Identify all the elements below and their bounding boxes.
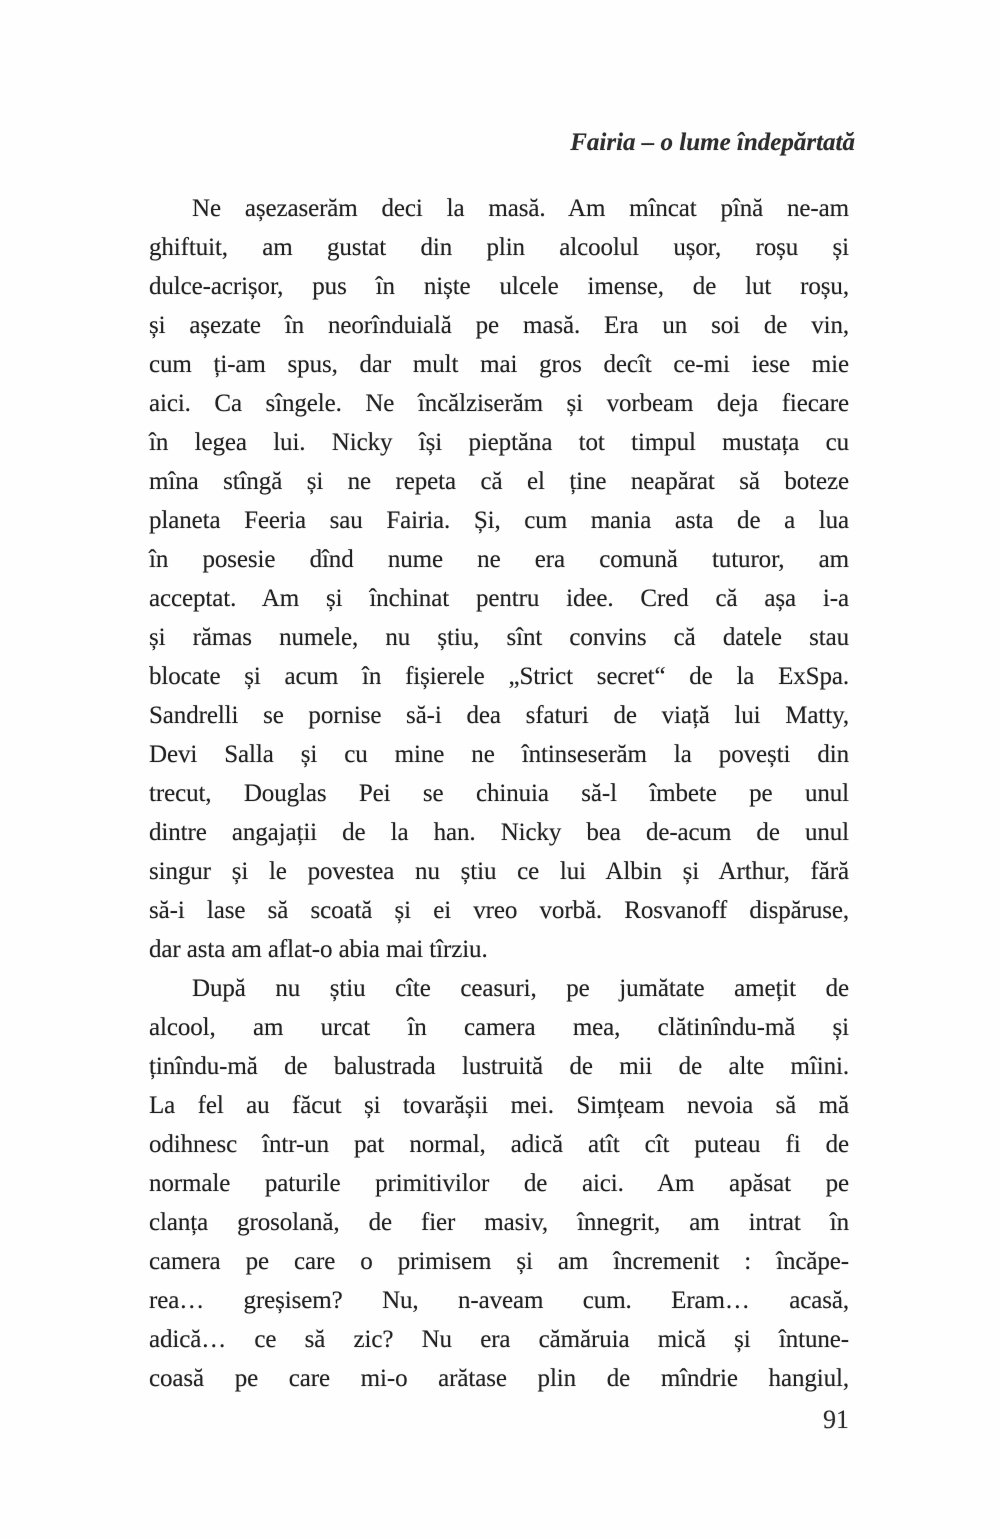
text-line: mîna stîngă și ne repeta că el ține neapărat să boteze xyxy=(149,468,849,495)
text-line: ținîndu-mă de balustrada lustruită de mii de alte mîini. xyxy=(149,1053,849,1080)
text-line: dulce-acrișor, pus în niște ulcele imense, de lut roșu, xyxy=(149,273,849,300)
text-line: în legea lui. Nicky își pieptăna tot timpul mustața cu xyxy=(149,429,849,456)
text-line: La fel au făcut și tovarășii mei. Simțeam nevoia să mă xyxy=(149,1092,849,1119)
text-line: dintre angajații de la han. Nicky bea de-acum de unul xyxy=(149,819,849,846)
running-header: Fairia – o lume îndepărtată xyxy=(570,129,855,156)
text-line: normale paturile primitivilor de aici. Am apăsat pe xyxy=(149,1170,849,1197)
text-line: și rămas numele, nu știu, sînt convins că datele stau xyxy=(149,624,849,651)
text-line: adică… ce să zic? Nu era cămăruia mică și întune- xyxy=(149,1326,849,1353)
text-line: odihnesc într-un pat normal, adică atît cît puteau fi de xyxy=(149,1131,849,1158)
text-line: Ne așezaserăm deci la masă. Am mîncat pînă ne-am xyxy=(192,195,849,222)
text-line: dar asta am aflat-o abia mai tîrziu. xyxy=(149,936,488,963)
text-line: blocate și acum în fișierele „Strict secret“ de la ExSpa. xyxy=(149,663,849,690)
text-line: Devi Salla și cu mine ne întinseserăm la povești din xyxy=(149,741,849,768)
text-line: să-i lase să scoată și ei vreo vorbă. Rosvanoff dispăruse, xyxy=(149,897,849,924)
text-line: și așezate în neorînduială pe masă. Era un soi de vin, xyxy=(149,312,849,339)
text-line: acceptat. Am și închinat pentru idee. Cred că așa i-a xyxy=(149,585,849,612)
text-line: clanța grosolană, de fier masiv, înnegrit, am intrat în xyxy=(149,1209,849,1236)
text-line: planeta Feeria sau Fairia. Și, cum mania asta de a lua xyxy=(149,507,849,534)
text-line: cum ți-am spus, dar mult mai gros decît ce-mi iese mie xyxy=(149,351,849,378)
text-line: Sandrelli se pornise să-i dea sfaturi de viață lui Matty, xyxy=(149,702,849,729)
text-line: camera pe care o primisem și am încremenit : încăpe- xyxy=(149,1248,849,1275)
text-line: aici. Ca sîngele. Ne încălziserăm și vorbeam deja fiecare xyxy=(149,390,849,417)
text-line: După nu știu cîte ceasuri, pe jumătate amețit de xyxy=(192,975,849,1002)
text-line: trecut, Douglas Pei se chinuia să-l îmbete pe unul xyxy=(149,780,849,807)
text-line: singur și le povestea nu știu ce lui Albin și Arthur, fără xyxy=(149,858,849,885)
text-line: coasă pe care mi-o arătase plin de mîndrie hangiul, xyxy=(149,1365,849,1392)
text-line: alcool, am urcat în camera mea, clătinîndu-mă și xyxy=(149,1014,849,1041)
text-line: ghiftuit, am gustat din plin alcoolul ușor, roșu și xyxy=(149,234,849,261)
page-body xyxy=(149,189,849,1398)
text-line: în posesie dînd nume ne era comună tuturor, am xyxy=(149,546,849,573)
page-number: 91 xyxy=(823,1405,849,1434)
text-line: rea… greșisem? Nu, n-aveam cum. Eram… acasă, xyxy=(149,1287,849,1314)
